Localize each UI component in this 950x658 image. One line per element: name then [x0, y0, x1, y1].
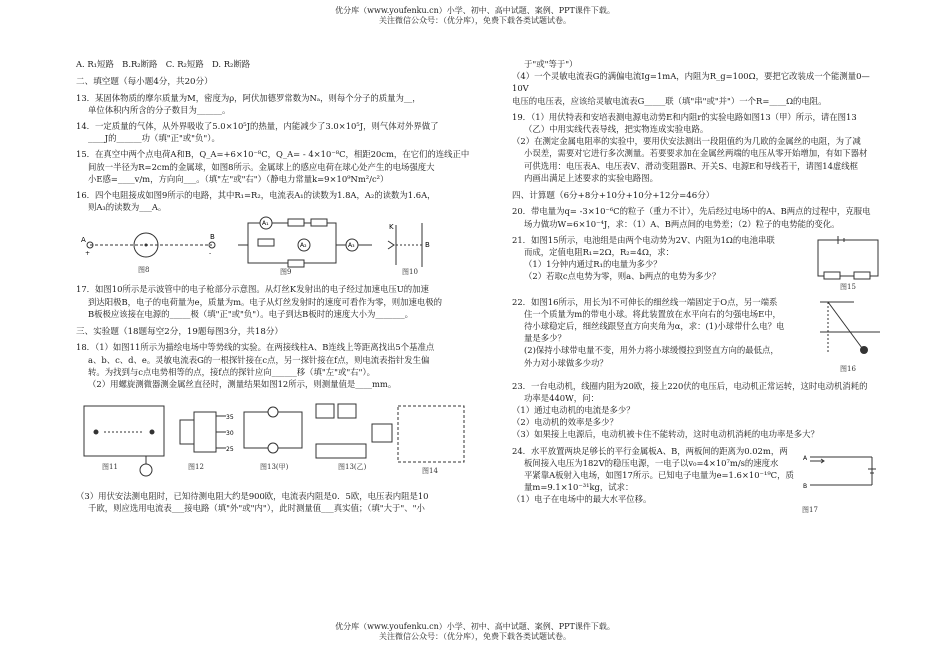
q23-line-5: （3）如果接上电源后，电动机被卡住不能转动，这时电动机消耗的电功率是多大？	[512, 429, 819, 440]
figure-16-caption: 图16	[840, 364, 856, 373]
q20-line-1: 20．带电量为q= -3×10⁻⁶C的粒子（重力不计），先后经过电场中的A、B两点的过程中，克服电	[512, 206, 871, 217]
figure-16	[814, 296, 884, 376]
q17-line-2: 到达阳极B，电子的电荷量为e，质量为m。电子从灯丝发射时的速度可看作为零，则加速电极的	[88, 296, 443, 307]
q24-line-3: 平紧靠A板射入电场，如图17所示。已知电子电量为e=1.6×10⁻¹⁹C，质	[524, 470, 794, 481]
figure-15	[814, 234, 884, 292]
svg-text:B: B	[425, 241, 430, 250]
q18-line-5: （3）用伏安法测电阻时，已知待测电阻大约是900欧，电流表内阻是0．5欧，电压表内阻是10	[76, 491, 429, 502]
q18-line-2: a、b、c、d、e。灵敏电流表G的一根探针接在c点，另一探针接在f点，则电流表指针发生偏	[88, 354, 430, 365]
q18-4-line-2: 电压的电压表，应该给灵敏电流表G_____联（填"串"或"并"）一个R=____Ω的电阻。	[512, 95, 827, 106]
q20-line-2: 场力做功W=6×10⁻⁴J，求：（1）A、B两点间的电势差；（2）粒子的电势能的变化。	[524, 218, 840, 229]
q16-line-1: 16．四个电阻接成如图9所示的电路，其中R₁=R₂，电流表A₁的读数为1.8A，A₂的读数为1.6A，	[76, 189, 436, 200]
q18-continued: 于"或"等于"）	[524, 59, 578, 69]
q24-line-4: 量m=9.1×10⁻³¹kg，试求：	[524, 482, 634, 493]
q21-line-1: 21．如图15所示，电池组是由两个电动势为2V、内阻为1Ω的电池串联	[512, 234, 775, 245]
q23-line-3: （1）通过电动机的电流是多少？	[512, 405, 635, 416]
header-line-2: 关注微信公众号：（优分库），免费下载各类试题试卷。	[379, 16, 571, 26]
figure-11-14-diagram	[76, 394, 470, 486]
figure-10-caption: 图10	[402, 268, 418, 277]
q24-line-5: （1）电子在电场中的最大水平位移。	[512, 494, 652, 505]
q19-line-6: 内画出满足上述要求的实验电路图。	[524, 172, 658, 183]
figure-13a-caption: 图13(甲)	[260, 463, 289, 472]
svg-text:B: B	[210, 233, 215, 242]
figure-16-pendulum	[814, 296, 884, 366]
svg-text:25: 25	[226, 446, 234, 454]
figure-15-caption: 图15	[840, 282, 856, 291]
page-header	[0, 6, 950, 27]
q22-line-6: 外力对小球做多少功？	[524, 357, 608, 368]
q19-line-4: 小误差，需要对它进行多次测量。若要要求加在金属丝两端的电压从零开始增加，有如下器材	[524, 148, 868, 159]
q22-line-2: 住一个质量为m的带电小球。将此装置放在水平向右的匀强电场E中，	[524, 308, 781, 319]
q15-line-2: 间放一半径为R=2cm的金属球，如图8所示。金属球上的感应电荷在球心处产生的电场强度大	[88, 161, 435, 172]
q12-options: A. R₁短路 B.R₂断路 C. R₂短路 D. R₂断路	[76, 59, 251, 69]
q18-line-3: 转。为找到与c点电势相等的点，接f点的探针应向______移（填"左"或"右"）。	[88, 366, 376, 377]
figures-11-14	[76, 394, 470, 486]
figure-17-plates	[802, 445, 884, 507]
svg-text:-: -	[209, 250, 212, 258]
q21-line-3: （1）1分钟内通过R₁的电量为多少？	[524, 259, 662, 270]
figure-15-circuit	[814, 234, 884, 284]
q21-line-2: 而成，定值电阻R₁=2Ω，R₂=4Ω，求：	[524, 246, 675, 257]
figure-14-caption: 图14	[422, 467, 438, 476]
figure-8-caption: 图8	[138, 266, 150, 275]
svg-text:30: 30	[226, 430, 234, 438]
q22-line-4: 量是多少？	[524, 333, 566, 344]
section-4-title: 四、计算题（6分+8分+10分+10分+12分=46分）	[512, 190, 715, 201]
q24-block	[512, 445, 884, 517]
figures-8-9-10	[76, 215, 470, 277]
q19-line-5: 可供选用：电压表A、电压表V、滑动变阻器R、开关S、电源E和导线若干，请图14虚线框	[524, 160, 859, 171]
q23-line-1: 23．一台电动机，线圈内阻为20欧，接上220伏的电压后，电动机正常运转，这时电动机消耗的	[512, 380, 868, 391]
svg-text:+: +	[85, 250, 91, 258]
section-3-title: 三、实验题（18题每空2分，19题每图3分，共18分）	[76, 326, 284, 337]
q17-line-1: 17．如图10所示是示波管中的电子枪部分示意图。从灯丝K发射出的电子经过加速电压U的加速	[76, 284, 429, 295]
q17-line-3: B板极应该接在电源的_____极（填"正"或"负"）。电子到达B板时的速度大小为_______。	[88, 308, 414, 319]
figure-9-caption: 图9	[280, 268, 292, 277]
footer-line-1: 优分库（www.youfenku.cn）小学、初中、高中试题、案例、PPT课件下载。	[335, 622, 615, 631]
q22-line-3: 待小球稳定后，细丝线跟竖直方向夹角为α，求：(1)小球带什么电？电	[524, 321, 785, 332]
page-footer	[0, 622, 950, 643]
q19-line-1: 19．（1）用伏特表和安培表测电源电动势E和内阻r的实验电路如图13（甲）所示，请在图13	[512, 111, 857, 122]
svg-text:35: 35	[226, 414, 234, 422]
q18-4-line-1: （4）一个灵敏电流表G的满偏电流Ig=1mA，内阻为R_g=100Ω，要把它改装成一个能测量0—10V	[512, 71, 870, 94]
q24-line-1: 24．水平放置两块足够长的平行金属板A、B，两板间的距离为0.02m，两	[512, 445, 788, 456]
q19-line-2: （乙）中用实线代表导线，把实物连成实验电路。	[524, 123, 709, 134]
figure-12-caption: 图12	[188, 463, 204, 472]
q14-line-1: 14．一定质量的气体，从外界吸收了5.0×10⁵J的热量，内能减少了3.0×10⁵J，则气体对外界做了	[76, 121, 439, 132]
figure-13b-caption: 图13(乙)	[338, 463, 367, 472]
q18-line-4: （2）用螺旋测微器测金属丝直径时，测量结果如图12所示，则测量值是____mm。	[88, 378, 397, 389]
left-column	[76, 58, 470, 514]
q15-line-3: 小E感=____v/m，方向向___。（填"左"或"右"）（静电力常量k=9×10⁹Nm²/c²）	[88, 173, 389, 184]
right-column	[512, 58, 884, 517]
svg-text:K: K	[389, 223, 394, 232]
q14-line-2: ____J的______功（填"正"或"负"）。	[88, 133, 220, 144]
section-2-title: 二、填空题（每小题4分，共20分）	[76, 77, 213, 88]
q19-line-3: （2）在测定金属电阻率的实验中，要用伏安法测出一段阻值约为几欧的金属丝的电阻，为了减	[512, 136, 861, 147]
figure-17-caption: 图17	[802, 505, 818, 514]
q18-line-6: 千欧，则应选用电流表___接电路（填"外"或"内"），此时测量值___真实值；（填"大于"、"小	[88, 503, 425, 514]
header-line-1: 优分库（www.youfenku.cn）小学、初中、高中试题、案例、PPT课件下载。	[335, 6, 615, 15]
q23-line-2: 功率是440W，问：	[524, 392, 599, 403]
svg-text:A₃: A₃	[348, 242, 355, 250]
svg-text:A₁: A₁	[262, 220, 269, 228]
q21-block	[512, 234, 884, 292]
svg-text:A: A	[803, 454, 808, 462]
q13-line-1: 13．某固体物质的摩尔质量为M，密度为ρ，阿伏加德罗常数为Nₐ，则每个分子的质量为__，	[76, 92, 421, 103]
q21-line-4: （2）若取c点电势为零，则a、b两点的电势为多少？	[524, 271, 721, 282]
svg-text:A: A	[81, 236, 86, 245]
q18-line-1: 18．（1）如图11所示为描绘电场中等势线的实验。在两接线柱A、B连线上等距离找出5个基准点	[76, 342, 435, 353]
svg-text:B: B	[803, 482, 808, 490]
q24-line-2: 板间接入电压为182V的稳压电源，一电子以v₀=4×10⁷m/s的速度水	[524, 457, 779, 468]
q23-line-4: （2）电动机的效率是多少？	[512, 417, 618, 428]
figure-17	[802, 445, 884, 517]
q22-block	[512, 296, 884, 376]
q13-line-2: 单位体积内所含的分子数目为______。	[88, 104, 231, 115]
q22-line-5: (2)保持小球带电量不变，用外力将小球缓慢拉到竖直方向的最低点，	[524, 345, 779, 356]
figure-11-caption: 图11	[102, 463, 118, 472]
footer-line-2: 关注微信公众号：（优分库），免费下载各类试题试卷。	[379, 632, 571, 642]
q16-line-2: 则A₃的读数为___A。	[88, 202, 167, 213]
svg-text:A₂: A₂	[300, 242, 307, 250]
q22-line-1: 22．如图16所示，用长为l不可伸长的细丝线一端固定于O点，另一端系	[512, 296, 778, 307]
q15-line-1: 15．在真空中两个点电荷A和B，Q_A=+6×10⁻⁸C，Q_A= - 4×10⁻⁸C，相距20cm，在它们的连线正中	[76, 149, 470, 160]
